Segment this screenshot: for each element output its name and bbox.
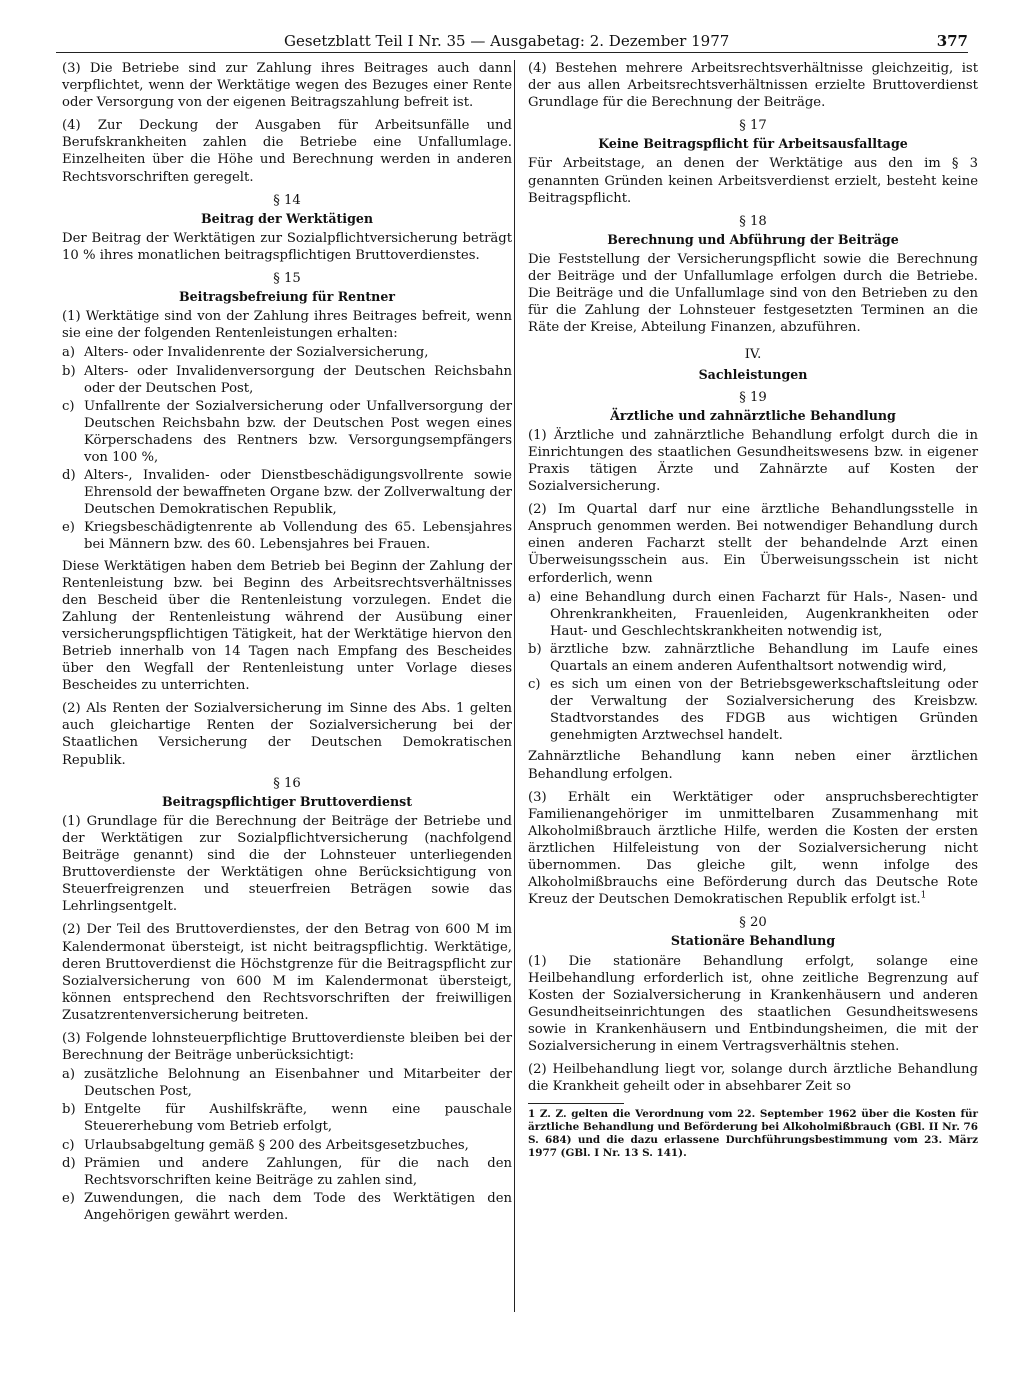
section-title: Beitragsbefreiung für Rentner [179,289,395,305]
list-item-text: Unfallrente der Sozialversicherung oder Unfallversorgung der Deutschen Reichsbahn bzw. der Deutschen Post wegen eines Körperschadens des Rentners bzw. Versorgungsempfängers von 100 %, [84,398,512,465]
list-item [62,519,512,553]
section-number: § 18 [739,213,767,229]
section-title: Keine Beitragspflicht für Arbeitsausfalltage [598,136,908,152]
list-item-label: a) [62,1067,76,1083]
list-item [62,1155,512,1189]
list-item-text: Prämien und andere Zahlungen, für die nach den Rechtsvorschriften keine Beiträge zu zahlen sind, [84,1155,512,1188]
list-item-text: zusätzliche Belohnung an Eisenbahner und Mitarbeiter der Deutschen Post, [84,1067,512,1100]
page-header [56,32,968,53]
page-number: 377 [936,32,968,50]
list-item-label: e) [62,520,75,536]
section-title: Beitrag der Werktätigen [200,210,374,226]
list-item [62,1101,512,1135]
list-item-label: d) [62,1155,76,1171]
enumerated-list [62,344,512,553]
enumerated-list [528,589,978,745]
paragraph: (3) Die Betriebe sind zur Zahlung ihres Beitrages auch dann verpflichtet, wenn der Werktätige wegen des Bezuges einer Rente oder Versorgung von der eigenen Beitragszahlung befreit ist. [62,61,512,111]
left-column [62,60,512,1228]
list-item-text: Urlaubsabgeltung gemäß § 200 des Arbeitsgesetzbuches, [84,1137,469,1153]
enumerated-list [62,1066,512,1224]
list-item [62,1190,512,1224]
section-number: § 15 [273,271,301,287]
header-title: Gesetzblatt Teil I Nr. 35 — Ausgabetag: 2. Dezember 1977 [284,32,730,50]
list-item-label: d) [62,468,76,484]
paragraph: (2) Als Renten der Sozialversicherung im Sinne des Abs. 1 gelten auch gleichartige Renten der Sozialversicherung bei der Staatlichen Versicherung der Deutschen Demokratischen Republik. [62,701,512,768]
list-item [528,641,978,675]
footnote: 1 Z. Z. gelten die Verordnung vom 22. September 1962 über die Kosten für ärztliche Behandlung und Beförderung bei Alkoholmißbrauch (GBl. II Nr. 76 S. 684) und die dazu erlassene Durchführungsbestimmung vom 23. März 1977 (GBl. I Nr. 13 S. 141). [528,1108,978,1160]
section-title: Ärztliche und zahnärztliche Behandlung [610,407,896,423]
paragraph: Die Feststellung der Versicherungspflicht sowie die Berechnung der Beiträge und der Unfallumlage erfolgen durch die Betriebe. Die Beiträge und die Unfallumlage sind von den Betrieben zu den für die Zahlung der Lohnsteuer festgesetzten Terminen an die Räte der Kreise, Abteilung Finanzen, abzuführen. [528,251,978,336]
section-title: Beitragspflichtiger Bruttoverdienst [161,793,413,809]
list-item [62,467,512,518]
paragraph: (4) Bestehen mehrere Arbeitsrechtsverhältnisse gleichzeitig, ist der aus allen Arbeitsrechtsverhältnissen erzielte Bruttoverdienst Grundlage für die Berechnung der Beiträge. [528,61,978,111]
section-title: Berechnung und Abführung der Beiträge [607,231,899,247]
paragraph: Der Beitrag der Werktätigen zur Sozialpflichtversicherung beträgt 10 % ihres monatlichen beitragspflichtigen Bruttoverdienstes. [62,230,512,263]
paragraph: Zahnärztliche Behandlung kann neben einer ärztlichen Behandlung erfolgen. [528,749,978,782]
list-item-label: e) [62,1190,75,1206]
footnote-rule [528,1103,624,1104]
list-item [528,676,978,744]
list-item-text: Kriegsbeschädigtenrente ab Vollendung des 65. Lebensjahres bei Männern bzw. des 60. Lebensjahres bei Frauen. [84,520,512,553]
list-item-text: Alters-, Invaliden- oder Dienstbeschädigungsvollrente sowie Ehrensold der bewaffneten Organe bzw. der Zollverwaltung der Deutschen Demokratischen Republik, [84,468,512,518]
right-column [528,60,978,1160]
paragraph-text: (3) Erhält ein Werktätiger oder anspruchsberechtigter Familienangehöriger im unmittelbaren Zusammenhang mit Alkoholmißbrauch ärztliche Hilfe, werden die Kosten der ersten ärztlichen Hilfeleistung von der Sozialversicherung nicht übernommen. Das gleiche gilt, wenn infolge des Alkoholmißbrauchs eine Beförderung durch das Deutsche Rote Kreuz der Deutschen Demokratischen Republik erfolgt ist. [528,789,978,908]
list-item-text: Zuwendungen, die nach dem Tode des Werktätigen den Angehörigen gewährt werden. [84,1190,512,1223]
paragraph: Für Arbeitstage, an denen der Werktätige aus den im § 3 genannten Gründen keinen Arbeitsverdienst erzielt, besteht keine Beitragspflicht. [528,156,978,206]
part-number: IV. [744,347,762,363]
list-item-label: a) [62,345,76,361]
list-item-label: c) [62,398,75,414]
list-item [62,363,512,397]
list-item-text: Entgelte für Aushilfskräfte, wenn eine pauschale Steuererhebung vom Betrieb erfolgt, [84,1102,512,1135]
list-item [62,1137,512,1154]
section-number: § 14 [273,192,301,208]
section-number: § 20 [739,915,767,931]
paragraph: (1) Ärztliche und zahnärztliche Behandlung erfolgt durch die in Einrichtungen des staatlichen Gesundheitswesens bzw. in eigener Praxis tätigen Ärzte und Zahnärzte auf Kosten der Sozialversicherung. [528,427,978,495]
list-item [62,398,512,466]
paragraph: (2) Der Teil des Bruttoverdienstes, der den Betrag von 600 M im Kalendermonat übersteigt, ist nicht beitragspflichtig. Werktätige, deren Bruttoverdienst die Höchstgrenze für die Beitragspflicht zur Sozialversicherung von 600 M im Kalendermonat übersteigt, können entsprechend den Rechtsvorschriften der freiwilligen Zusatzrentenversicherung beitreten. [62,922,512,1023]
footnote-reference[interactable]: 1 [920,890,927,901]
paragraph: (2) Im Quartal darf nur eine ärztliche Behandlungsstelle in Anspruch genommen werden. Bei notwendiger Behandlung durch einen anderen Facharzt stellt der behandelnde Arzt einen Überweisungsschein aus. Ein Überweisungsschein ist nicht erforderlich, wenn [528,502,978,586]
list-item [62,344,512,361]
paragraph: (1) Die stationäre Behandlung erfolgt, solange eine Heilbehandlung erforderlich ist, ohne zeitliche Begrenzung auf Kosten der Sozialversicherung in Krankenhäusern und anderen Gesundheitseinrichtungen des staatlichen Gesundheitswesens sowie in Krankenhäusern und Entbindungsheimen, die mit der Sozialversicherung in einem Vertragsverhältnis stehen. [528,953,978,1054]
section-number: § 17 [739,118,767,134]
paragraph: (4) Zur Deckung der Ausgaben für Arbeitsunfälle und Berufskrankheiten zahlen die Betriebe eine Unfallumlage. Einzelheiten über die Höhe und Berechnung werden in anderen Rechtsvorschriften geregelt. [62,118,512,185]
paragraph: (3) Folgende lohnsteuerpflichtige Bruttoverdienste bleiben bei der Berechnung der Beiträge unberücksichtigt: [62,1030,512,1064]
paragraph: (2) Heilbehandlung liegt vor, solange durch ärztliche Behandlung die Krankheit geheilt oder in absehbarer Zeit so [528,1062,978,1095]
paragraph: (1) Werktätige sind von der Zahlung ihres Beitrages befreit, wenn sie eine der folgenden Rentenleistungen erhalten: [62,309,512,342]
list-item [528,589,978,640]
list-item-label: b) [62,363,76,379]
list-item-text: Alters- oder Invalidenversorgung der Deutschen Reichsbahn oder der Deutschen Post, [84,363,512,396]
list-item [62,1066,512,1100]
list-item-label: b) [528,641,542,657]
list-item-text: es sich um einen von der Betriebsgewerkschaftsleitung oder der Verwaltung der Sozialversicherung des Kreisbzw. Stadtvorstandes des FDGB aus wichtigen Gründen genehmigten Arztwechsel handelt. [550,677,978,744]
paragraph: (1) Grundlage für die Berechnung der Beiträge der Betriebe und der Werktätigen zur Sozialpflichtversicherung (nachfolgend Beiträge genannt) sind die der Lohnsteuer unterliegenden Bruttoverdienste der Werktätigen ohne Berücksichtigung von Steuerfreigrenzen und steuerfreien Beträgen sowie das Lehrlingsentgelt. [62,813,512,915]
section-number: § 19 [739,389,767,405]
list-item-label: c) [62,1137,75,1153]
list-item-label: b) [62,1102,76,1118]
column-divider [514,60,515,1312]
list-item-text: Alters- oder Invalidenrente der Sozialversicherung, [84,345,429,361]
paragraph: Diese Werktätigen haben dem Betrieb bei Beginn der Zahlung der Rentenleistung bzw. bei Beginn des Arbeitsrechtsverhältnisses den Bescheid über die Rentenleistung vorzulegen. Endet die Zahlung der Rentenleistung während der Ausübung einer versicherungspflichtigen Tätigkeit, hat der Werktätige hiervon den Betrieb innerhalb von 14 Tagen nach Empfang des Bescheides über den Wegfall der Rentenleistung unter Vorlage dieses Bescheides zu unterrichten. [62,558,512,694]
part-title: Sachleistungen [698,366,808,382]
list-item-text: ärztliche bzw. zahnärztliche Behandlung im Laufe eines Quartals an einem anderen Aufenthaltsort notwendig wird, [550,641,978,674]
section-number: § 16 [273,775,301,791]
list-item-label: a) [528,589,542,605]
list-item-text: eine Behandlung durch einen Facharzt für Hals-, Nasen- und Ohrenkrankheiten, Frauenleiden, Augenkrankheiten oder Haut- und Geschlechtskrankheiten notwendig ist, [550,589,978,639]
section-title: Stationäre Behandlung [670,933,836,949]
paragraph [528,789,978,909]
list-item-label: c) [528,677,541,693]
